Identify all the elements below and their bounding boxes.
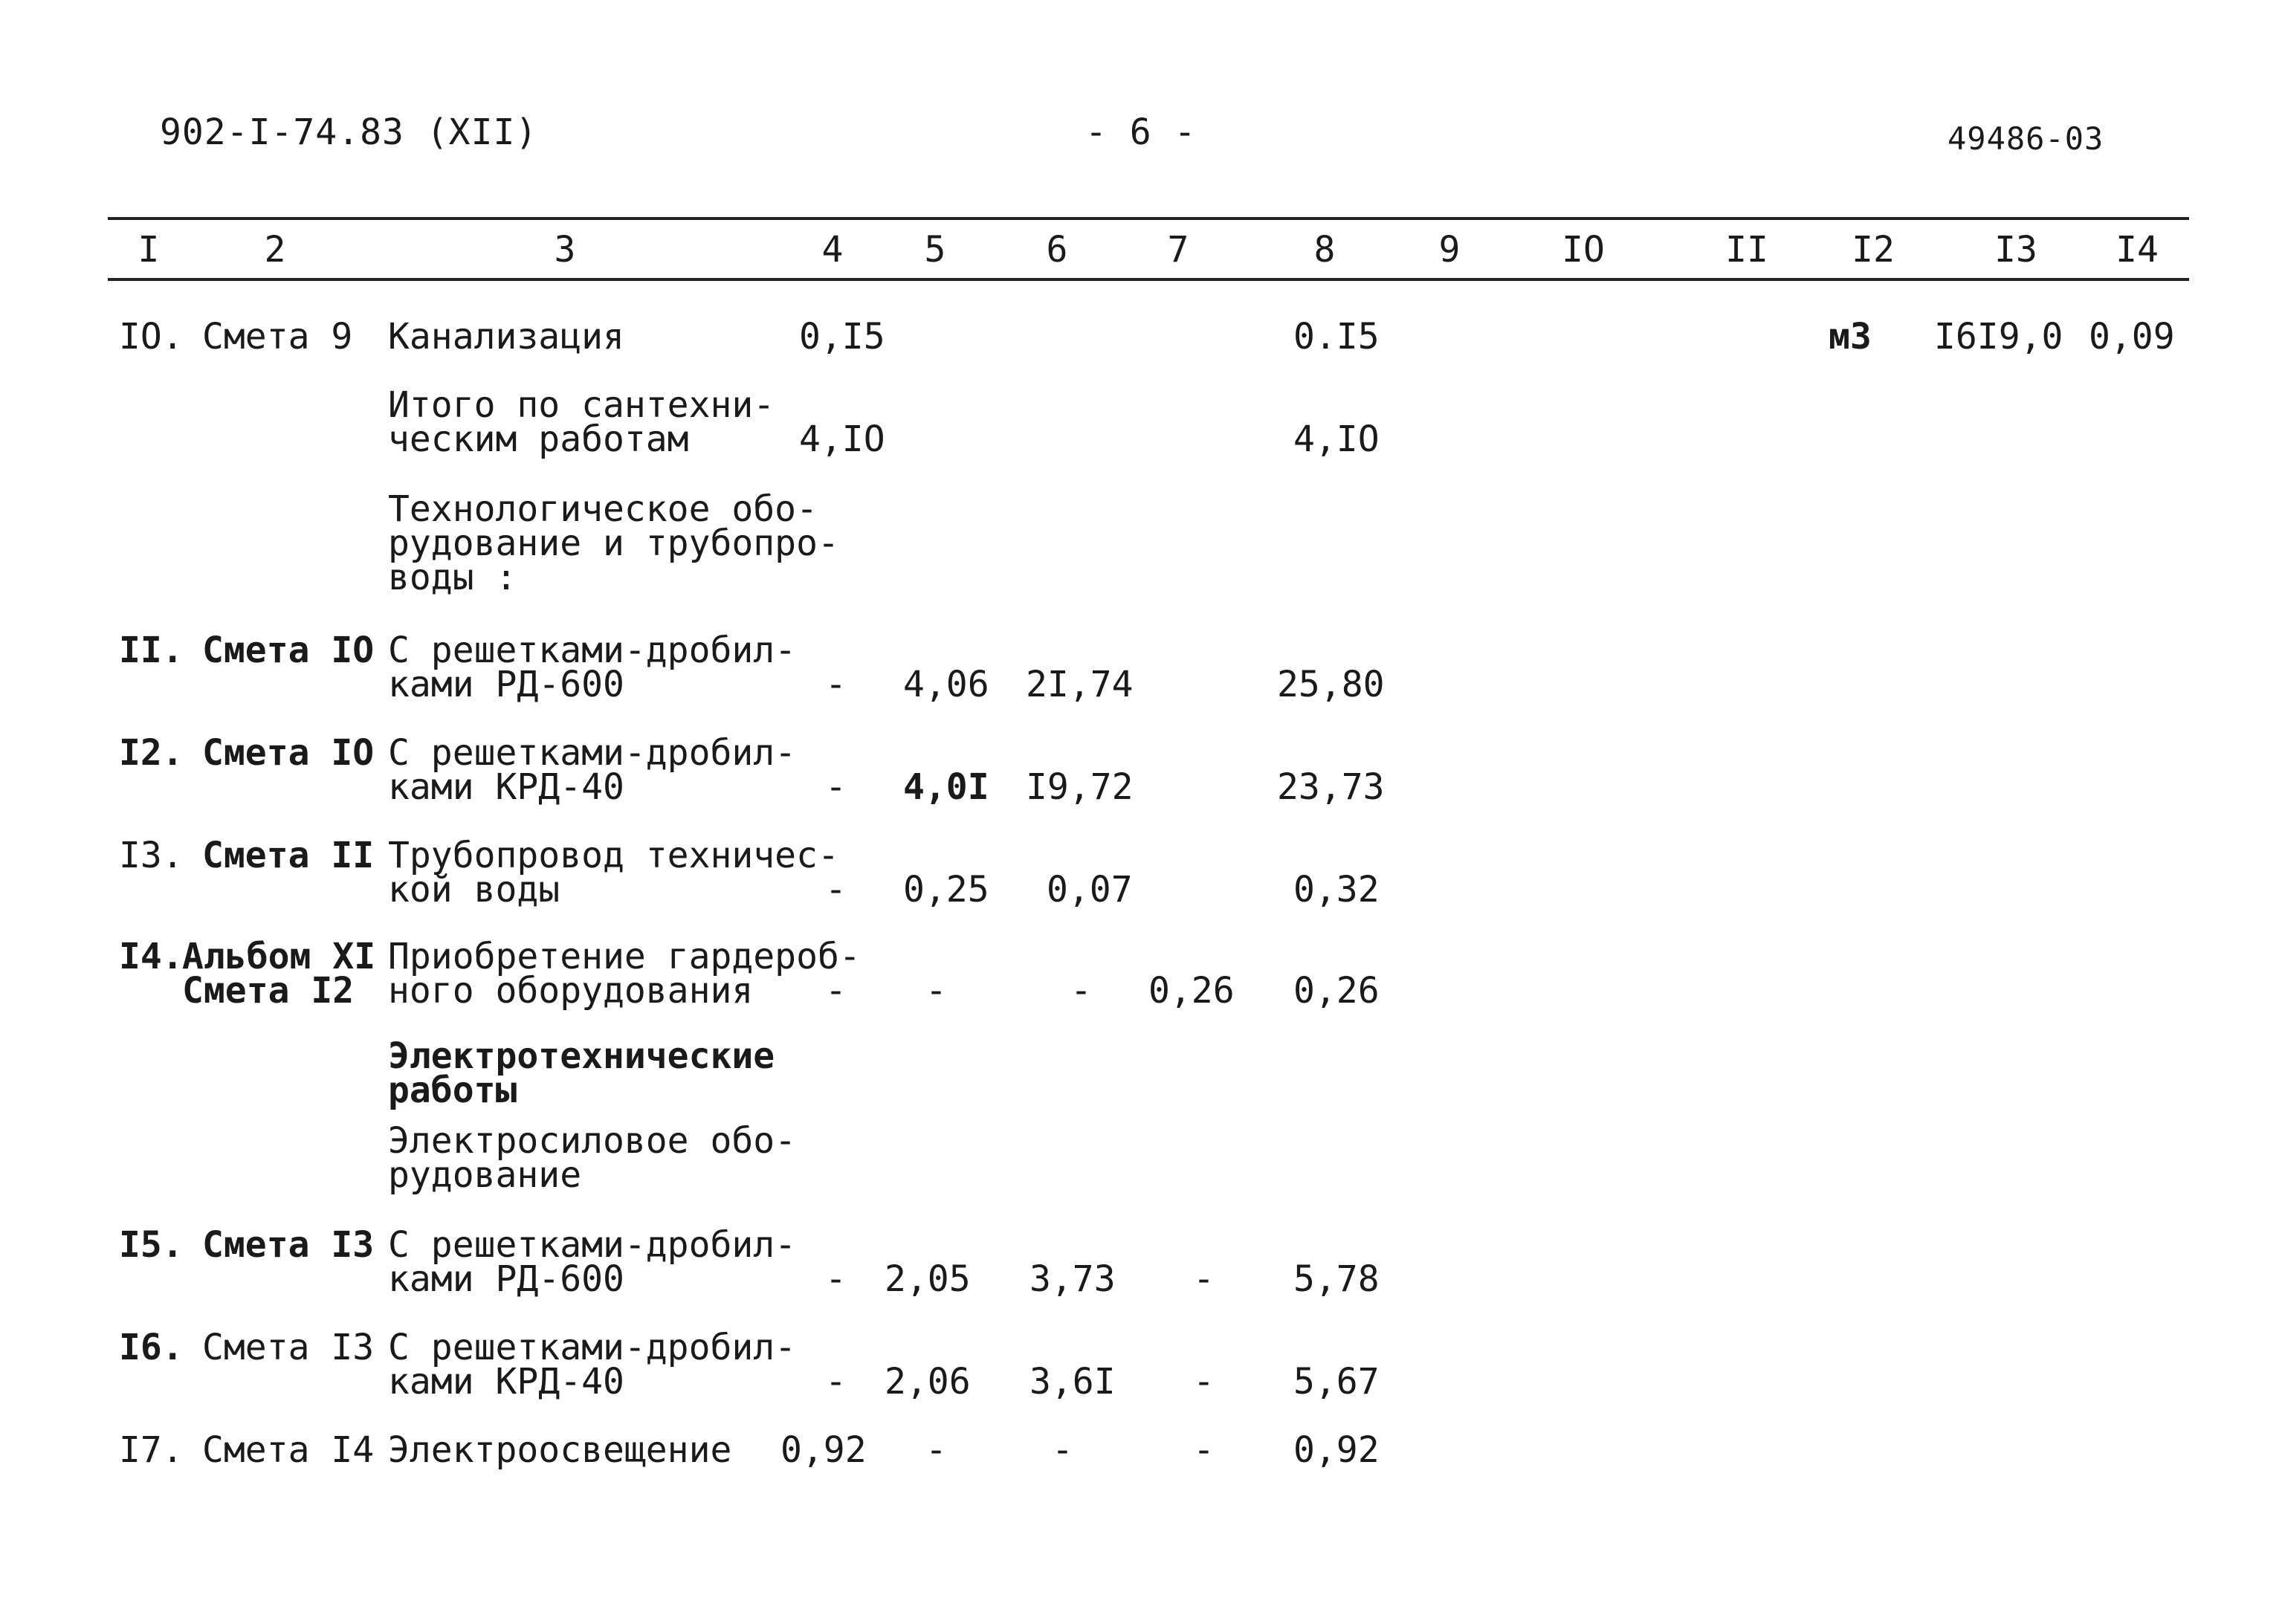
document-code: 902-I-74.83 (XII) <box>160 111 538 153</box>
cell-col6: 2I,74 <box>1026 664 1134 705</box>
cell-col4: 0,92 <box>780 1429 867 1471</box>
page-number: - 6 - <box>1085 111 1197 153</box>
row-description: Канализация <box>388 316 624 358</box>
column-number: 3 <box>554 229 576 271</box>
row-reference: Смета I4 <box>202 1429 375 1471</box>
row-reference: Смета I3 <box>202 1224 375 1266</box>
cell-col13: I6I9,0 <box>1934 316 2063 358</box>
row-reference: Смета IO <box>202 732 375 774</box>
cell-col8: 0,92 <box>1293 1429 1380 1471</box>
cell-col5: - <box>925 1429 947 1471</box>
cell-col8: 25,80 <box>1277 664 1385 705</box>
cell-col8: 0,32 <box>1293 869 1380 910</box>
row-description: С решетками-дробил- ками РД-600 <box>388 630 797 705</box>
cell-col4: - <box>825 970 847 1012</box>
row-number: I5. <box>119 1224 184 1266</box>
column-number: 9 <box>1438 229 1461 271</box>
cell-col7: - <box>1193 1361 1215 1403</box>
row-reference: Смета IO <box>202 630 375 671</box>
row-number: I3. <box>119 835 184 876</box>
column-number: 6 <box>1046 229 1068 271</box>
row-description: Трубопровод техничес- кой воды <box>388 835 839 910</box>
cell-col8: 0.I5 <box>1293 316 1380 358</box>
cell-col7: 0,26 <box>1148 970 1235 1012</box>
cell-col6: - <box>1052 1429 1073 1471</box>
row-reference: Смета II <box>202 835 375 876</box>
column-number: 7 <box>1167 229 1189 271</box>
cell-col4: 4,IO <box>799 418 885 460</box>
cell-col4: - <box>825 664 847 705</box>
row-number: IO. <box>119 316 184 358</box>
row-description: С решетками-дробил- ками РД-600 <box>388 1224 797 1300</box>
column-number: 5 <box>924 229 946 271</box>
cell-col4: - <box>825 1258 847 1300</box>
cell-col8: 23,73 <box>1277 766 1385 808</box>
row-number: I4. <box>119 936 184 977</box>
cell-col8: 0,26 <box>1293 970 1380 1012</box>
cell-col14: 0,09 <box>2089 316 2175 358</box>
row-description: Электросиловое обо- рудование <box>388 1120 797 1196</box>
column-number: 2 <box>264 229 286 271</box>
row-description: Итого по сантехни- ческим работам <box>388 384 775 460</box>
row-description: Технологическое обо- рудование и трубопро- воды : <box>388 488 839 598</box>
cell-col8: 5,78 <box>1293 1258 1380 1300</box>
cell-col5: 0,25 <box>903 869 989 910</box>
cell-col6: - <box>1070 970 1092 1012</box>
inventory-number: 49486-03 <box>1948 120 2104 157</box>
column-number: 4 <box>821 229 844 271</box>
cell-col6: 3,73 <box>1030 1258 1116 1300</box>
row-number: II. <box>119 630 184 671</box>
column-number: I2 <box>1852 229 1895 271</box>
cell-col4: - <box>825 869 847 910</box>
cell-col8: 5,67 <box>1293 1361 1380 1403</box>
column-number: 8 <box>1313 229 1336 271</box>
cell-col4: - <box>825 766 847 808</box>
row-reference: Альбом XI Смета I2 <box>182 936 376 1012</box>
column-number: IO <box>1562 229 1605 271</box>
cell-col5: 2,06 <box>885 1361 971 1403</box>
row-description: С решетками-дробил- ками КРД-40 <box>388 1327 797 1403</box>
cell-col5: 2,05 <box>885 1258 971 1300</box>
row-reference: Смета I3 <box>202 1327 375 1368</box>
row-reference: Смета 9 <box>202 316 353 358</box>
cell-col5: 4,0I <box>903 766 989 808</box>
cell-col8: 4,IO <box>1293 418 1380 460</box>
column-number: I <box>138 229 160 271</box>
row-number: I6. <box>119 1327 184 1368</box>
row-number: I2. <box>119 732 184 774</box>
cell-col6: I9,72 <box>1026 766 1134 808</box>
cell-col4: - <box>825 1361 847 1403</box>
cell-col5: 4,06 <box>903 664 989 705</box>
row-description: Приобретение гардероб- ного оборудования <box>388 936 861 1012</box>
column-number: II <box>1725 229 1768 271</box>
cell-col6: 3,6I <box>1030 1361 1116 1403</box>
cell-col6: 0,07 <box>1047 869 1133 910</box>
cell-col5: - <box>925 970 947 1012</box>
row-description: С решетками-дробил- ками КРД-40 <box>388 732 797 808</box>
cell-col7: - <box>1193 1429 1215 1471</box>
column-number: I3 <box>1994 229 2037 271</box>
row-description: Электроосвещение <box>388 1429 732 1471</box>
cell-col4: 0,I5 <box>799 316 885 358</box>
row-number: I7. <box>119 1429 184 1471</box>
cell-col12: м3 <box>1829 316 1872 358</box>
row-description: Электротехнические работы <box>388 1035 775 1111</box>
cell-col7: - <box>1193 1258 1215 1300</box>
column-number: I4 <box>2115 229 2159 271</box>
